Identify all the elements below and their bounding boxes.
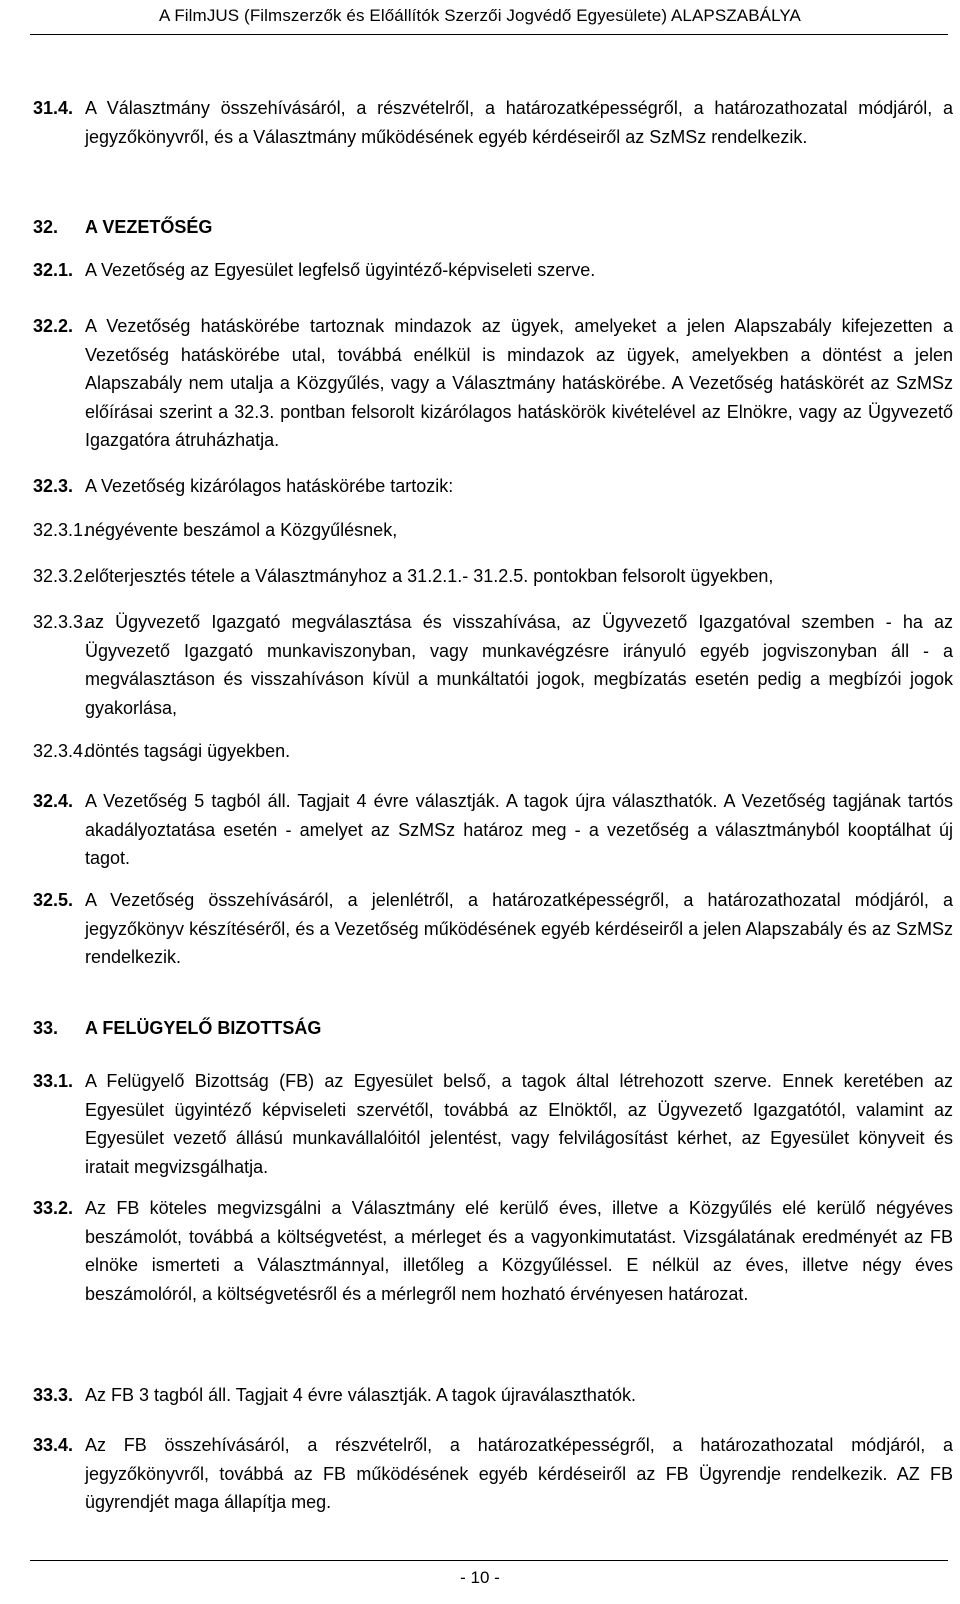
section-text: A Választmány összehívásáról, a részvételről, a határozatképességről, a határozathozatal módjáról, a jegyzőkönyvről, és a Választmány működésének egyéb kérdéseiről az SzMSz rendelkezik. — [85, 98, 953, 147]
section-32-3-3 — [33, 608, 953, 722]
section-number: 33.1. — [33, 1071, 74, 1091]
section-32-1 — [33, 256, 953, 285]
section-32-2 — [33, 312, 953, 455]
section-31-4 — [33, 94, 953, 151]
section-number: 32.3.2. — [33, 566, 89, 586]
section-text: Az FB 3 tagból áll. Tagjait 4 évre választják. A tagok újraválaszthatók. — [85, 1385, 636, 1405]
section-32-5 — [33, 886, 953, 972]
section-text: négyévente beszámol a Közgyűlésnek, — [85, 520, 398, 540]
section-number: 33. — [33, 1018, 59, 1038]
section-33-3 — [33, 1381, 953, 1410]
section-32-3-2 — [33, 562, 953, 591]
section-text: döntés tagsági ügyekben. — [85, 741, 291, 761]
section-32-heading — [33, 213, 953, 242]
section-text: Az FB összehívásáról, a részvételről, a határozatképességről, a határozathozatal módjáról, a jegyzőkönyvről, továbbá az FB működésének egyéb kérdéseiről az FB Ügyrendje rendelkezik. AZ FB ügyrendjét maga állapítja meg. — [85, 1435, 953, 1512]
section-number: 33.3. — [33, 1385, 74, 1405]
section-text: A Vezetőség hatáskörébe tartoznak mindazok az ügyek, amelyeket a jelen Alapszabály kifejezetten a Vezetőség hatáskörébe utal, továbbá enélkül is mindazok az ügyek, amelyekben a döntést a jelen Alapszabály nem utalja a Közgyűlés, vagy a Választmány hatáskörébe. A Vezetőség hatáskörét az SzMSz előírásai szerint a 32.3. pontban felsorolt kizárólagos hatáskörök kivételével az Elnökre, vagy az Ügyvezető Igazgatóra átruházhatja. — [85, 316, 953, 450]
section-number: 32.3.4. — [33, 741, 89, 761]
footer-divider — [30, 1560, 948, 1561]
section-text: előterjesztés tétele a Választmányhoz a 31.2.1.- 31.2.5. pontokban felsorolt ügyekben, — [85, 566, 774, 586]
section-heading: A FELÜGYELŐ BIZOTTSÁG — [85, 1018, 322, 1038]
section-33-4 — [33, 1431, 953, 1517]
section-number: 32.3.3. — [33, 612, 89, 632]
section-33-heading — [33, 1014, 953, 1043]
section-number: 32.3.1. — [33, 520, 89, 540]
section-number: 31.4. — [33, 98, 74, 118]
section-32-4 — [33, 787, 953, 873]
section-text: az Ügyvezető Igazgató megválasztása és visszahívása, az Ügyvezető Igazgatóval szemben - ha az Ügyvezető Igazgató munkaviszonyban, vagy munkavégzésre irányuló egyéb jogviszonyban áll - a megválasztáson és visszahíváson kívül a munkáltatói jogok, megbízatás esetén pedig a megbízói jogok gyakorlása, — [85, 612, 953, 718]
page-number: - 10 - — [460, 1568, 500, 1587]
section-33-2 — [33, 1194, 953, 1308]
section-heading: A VEZETŐSÉG — [85, 217, 213, 237]
section-33-1 — [33, 1067, 953, 1181]
section-number: 32.2. — [33, 316, 74, 336]
section-text: A Vezetőség az Egyesület legfelső ügyintéző-képviseleti szerve. — [85, 260, 596, 280]
section-32-3 — [33, 472, 953, 501]
section-text: A Vezetőség összehívásáról, a jelenlétről, a határozatképességről, a határozathozatal módjáról, a jegyzőkönyv készítéséről, és a Vezetőség működésének egyéb kérdéseiről a jelen Alapszabály és az SzMSz rendelkezik. — [85, 890, 953, 967]
section-number: 32. — [33, 217, 59, 237]
section-text: A Vezetőség kizárólagos hatáskörébe tartozik: — [85, 476, 454, 496]
document-header: A FilmJUS (Filmszerzők és Előállítók Szerzői Jogvédő Egyesülete) ALAPSZABÁLYA — [159, 6, 801, 25]
section-number: 33.2. — [33, 1198, 74, 1218]
section-text: A Felügyelő Bizottság (FB) az Egyesület belső, a tagok által létrehozott szerve. Ennek keretében az Egyesület ügyintéző képviseleti szervétől, továbbá az Elnöktől, az Ügyvezető Igazgatótól, valamint az Egyesület vezető állású munkavállalóitól jelentést, vagy felvilágosítást kérhet, az Egyesület könyveit és iratait megvizsgálhatja. — [85, 1071, 953, 1177]
section-number: 32.3. — [33, 476, 74, 496]
section-number: 32.4. — [33, 791, 74, 811]
section-number: 32.1. — [33, 260, 74, 280]
section-32-3-4 — [33, 737, 953, 766]
section-text: Az FB köteles megvizsgálni a Választmány elé kerülő éves, illetve a Közgyűlés elé kerülő négyéves beszámolót, továbbá a költségvetést, a mérleget és a vagyonkimutatást. Vizsgálatának eredményét az FB elnöke ismerteti a Választmánnyal, illetőleg a Közgyűléssel. E nélkül az éves, illetve négy éves beszámolóról, a költségvetésről és a mérlegről nem hozható érvényesen határozat. — [85, 1198, 953, 1304]
section-number: 33.4. — [33, 1435, 74, 1455]
section-32-3-1 — [33, 516, 953, 545]
section-text: A Vezetőség 5 tagból áll. Tagjait 4 évre választják. A tagok újra választhatók. A Vezetőség tagjának tartós akadályoztatása esetén - amelyet az SzMSz határoz meg - a vezetőség a választmányból kooptálhat új tagot. — [85, 791, 953, 868]
header-divider — [30, 34, 948, 35]
section-number: 32.5. — [33, 890, 74, 910]
